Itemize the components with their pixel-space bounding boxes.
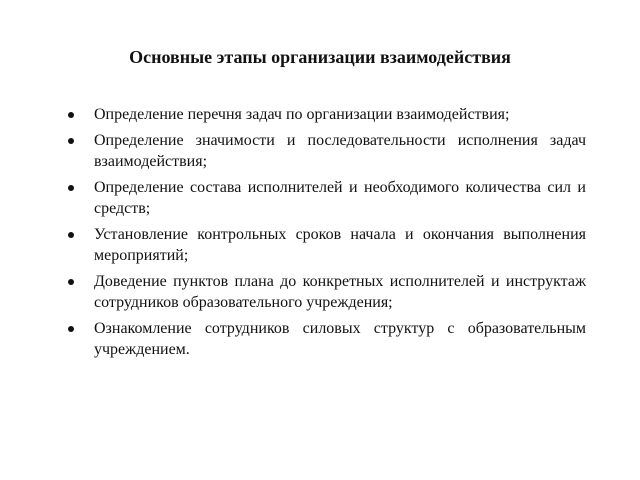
bullet-dot-icon [68,112,74,118]
bullet-text: Определение значимости и последовательности исполнения задач взаимодействия; [94,132,586,170]
bullet-item [68,271,586,313]
bullet-dot-icon [68,279,74,285]
bullet-text: Определение перечня задач по организации взаимодействия; [94,106,510,123]
bullet-dot-icon [68,185,74,191]
bullet-item [68,224,586,266]
bullet-text: Определение состава исполнителей и необходимого количества сил и средств; [94,179,586,217]
bullet-text: Установление контрольных сроков начала и окончания выполнения мероприятий; [94,226,586,264]
bullet-item [68,177,586,219]
slide-title: Основные этапы организации взаимодействия [129,47,511,67]
bullet-item [68,130,586,172]
bullet-text: Доведение пунктов плана до конкретных исполнителей и инструктаж сотрудников образовательного учреждения; [94,273,586,311]
bullet-list [68,104,586,365]
bullet-text: Ознакомление сотрудников силовых структур с образовательным учреждением. [94,320,586,358]
bullet-item [68,318,586,360]
bullet-item [68,104,586,125]
bullet-dot-icon [68,326,74,332]
bullet-dot-icon [68,232,74,238]
bullet-dot-icon [68,138,74,144]
